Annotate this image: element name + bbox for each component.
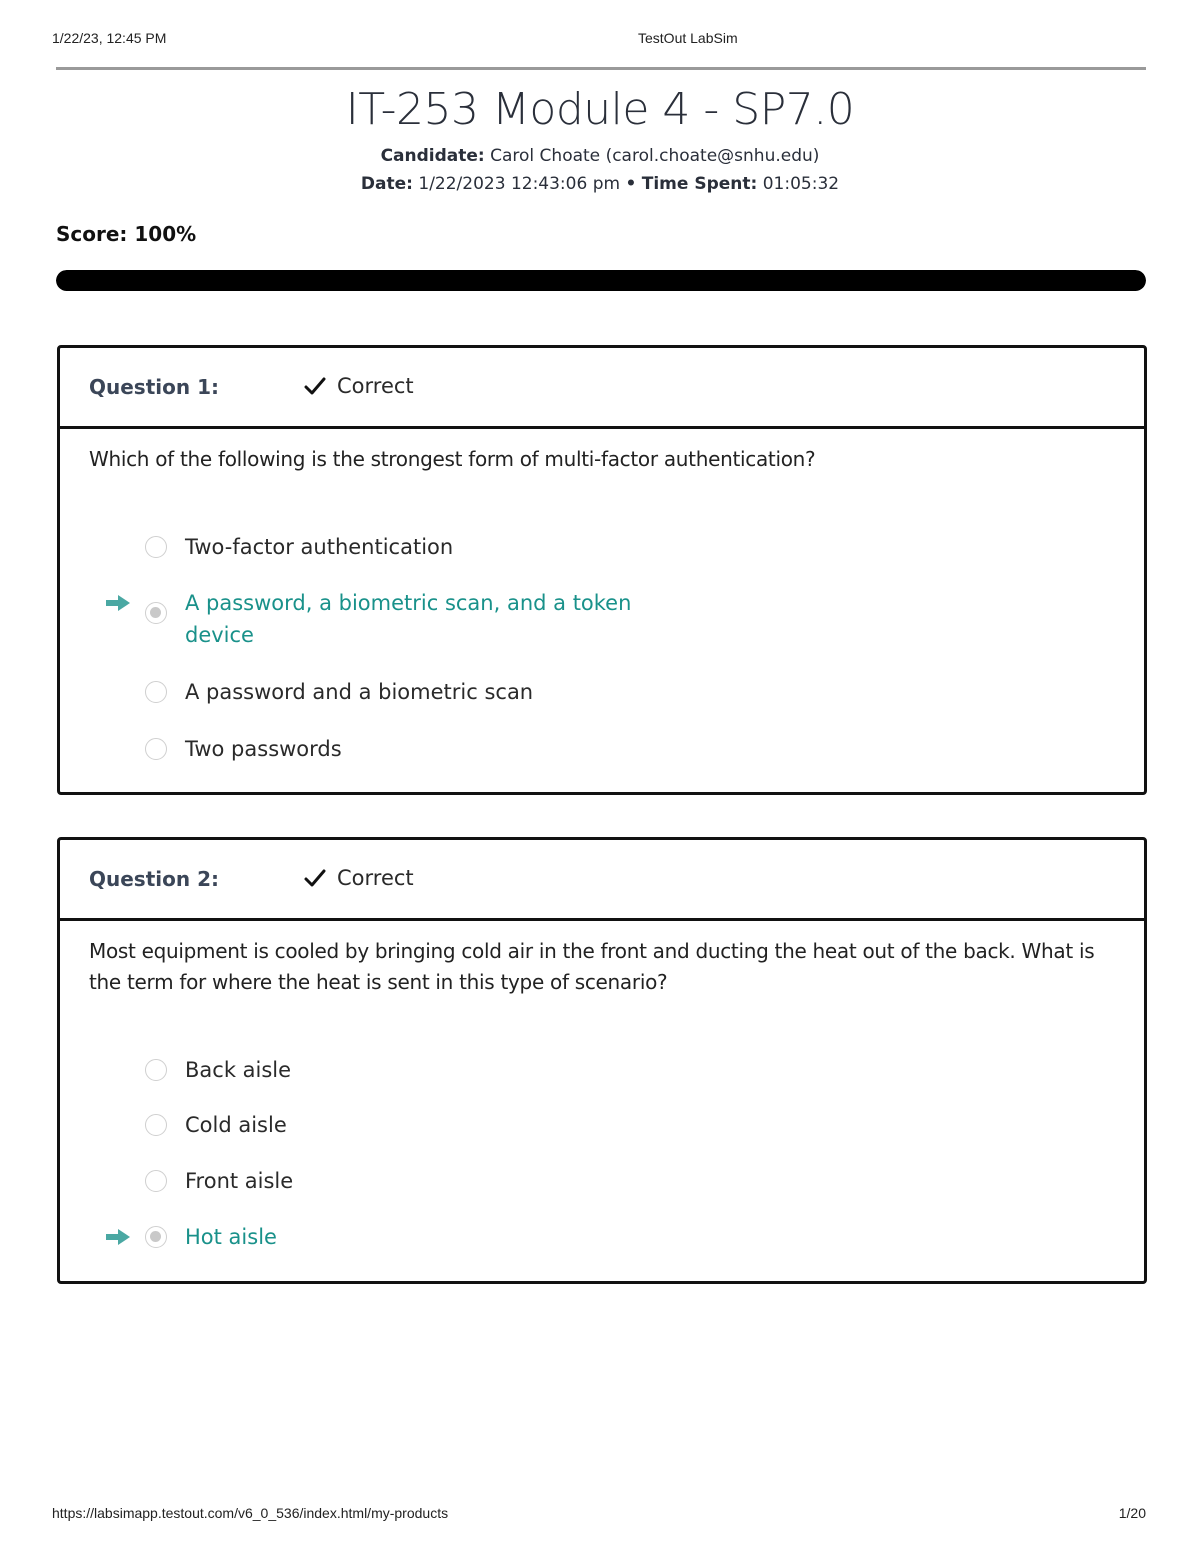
arrow-right-icon	[105, 1228, 131, 1246]
meta-separator: •	[625, 174, 637, 194]
print-footer	[52, 1505, 1146, 1525]
question-status-text-1: Correct	[337, 374, 414, 398]
answer-option-text: A password, a biometric scan, and a token device	[185, 591, 632, 647]
answer-option[interactable]	[145, 531, 453, 563]
answer-option[interactable]	[145, 1054, 291, 1086]
radio-icon[interactable]	[145, 1059, 167, 1081]
time-spent-value: 01:05:32	[762, 174, 840, 194]
print-page-number: 1/20	[1118, 1505, 1146, 1521]
candidate-label: Candidate:	[380, 146, 485, 166]
radio-icon[interactable]	[145, 602, 167, 624]
radio-icon[interactable]	[145, 738, 167, 760]
answer-option-text: A password and a biometric scan	[185, 680, 534, 704]
score-progress-fill	[56, 270, 1146, 291]
answer-option[interactable]	[145, 733, 342, 765]
question-card-2	[57, 837, 1147, 1284]
score-text: Score: 100%	[56, 222, 197, 246]
candidate-line	[0, 146, 1200, 166]
question-header-2	[60, 840, 1144, 921]
answer-option-text: Hot aisle	[185, 1225, 277, 1249]
candidate-email: (carol.choate@snhu.edu)	[605, 146, 820, 166]
score-progress-bar	[56, 270, 1146, 291]
page-title: IT-253 Module 4 - SP7.0	[345, 84, 855, 135]
question-status-text-2: Correct	[337, 866, 414, 890]
check-icon	[303, 374, 327, 398]
answer-option-selected[interactable]	[145, 587, 645, 651]
arrow-right-icon	[105, 594, 131, 612]
candidate-name: Carol Choate	[490, 146, 601, 166]
print-url: https://labsimapp.testout.com/v6_0_536/index.html/my-products	[52, 1505, 449, 1521]
check-icon	[303, 866, 327, 890]
question-label-1: Question 1:	[89, 375, 219, 399]
question-label-2: Question 2:	[89, 867, 219, 891]
answer-option-text: Back aisle	[185, 1058, 292, 1082]
radio-icon[interactable]	[145, 536, 167, 558]
radio-icon[interactable]	[145, 681, 167, 703]
radio-icon[interactable]	[145, 1226, 167, 1248]
answer-option[interactable]	[145, 676, 533, 708]
question-text-1: Which of the following is the strongest form of multi-factor authentication?	[89, 447, 816, 471]
answer-option-text: Two-factor authentication	[185, 535, 454, 559]
answer-option-text: Cold aisle	[185, 1113, 287, 1137]
answer-option[interactable]	[145, 1165, 293, 1197]
answer-option-selected[interactable]	[145, 1221, 277, 1253]
question-status-1	[303, 374, 414, 398]
date-value: 1/22/2023 12:43:06 pm	[418, 174, 621, 194]
date-label: Date:	[360, 174, 413, 194]
question-status-2	[303, 866, 414, 890]
question-text-2: Most equipment is cooled by bringing cold air in the front and ducting the heat out of the back. What is the term for where the heat is sent in this type of scenario?	[89, 939, 1095, 994]
time-spent-label: Time Spent:	[641, 174, 758, 194]
header-divider	[56, 67, 1146, 70]
question-card-1	[57, 345, 1147, 795]
answer-option-text: Front aisle	[185, 1169, 294, 1193]
radio-icon[interactable]	[145, 1114, 167, 1136]
print-datetime: 1/22/23, 12:45 PM	[52, 30, 167, 46]
question-header-1	[60, 348, 1144, 429]
radio-icon[interactable]	[145, 1170, 167, 1192]
answer-option-text: Two passwords	[185, 737, 342, 761]
print-header	[52, 30, 1146, 50]
print-site-title: TestOut LabSim	[638, 30, 738, 46]
date-line	[0, 174, 1200, 194]
answer-option[interactable]	[145, 1109, 287, 1141]
